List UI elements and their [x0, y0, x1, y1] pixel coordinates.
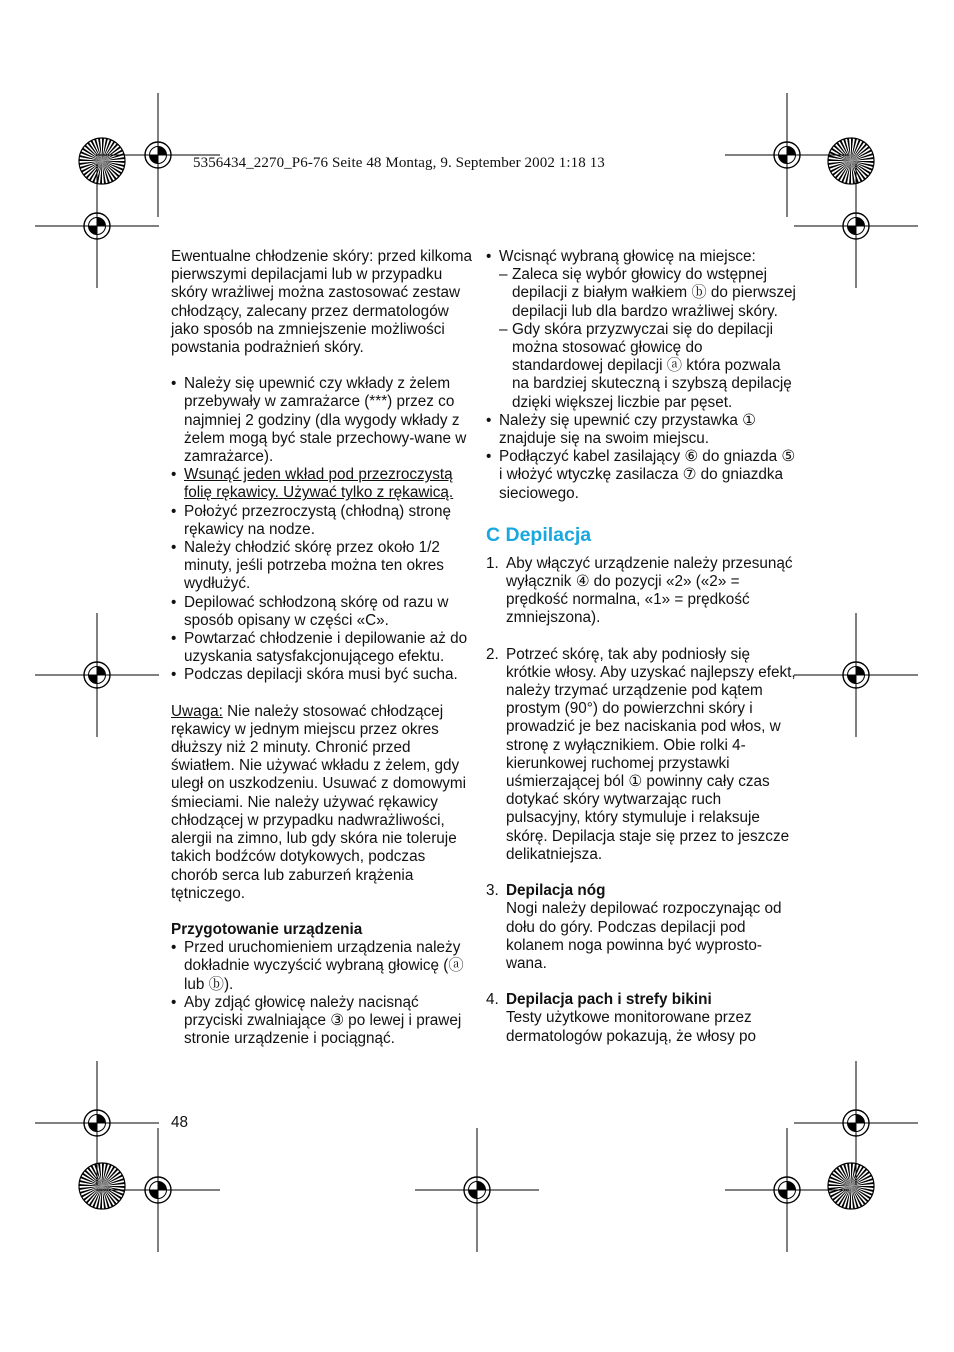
starburst-bottom-right	[828, 1163, 874, 1209]
note-text: Nie należy stosować chłodzącej rękawicy w jednym miejscu przez okres dłuższy niż 2 minuty. Chronić przed światłem. Nie używać wkładu z żelem, gdy uległ on uszkodzeniu. Usuwać z domowymi śmieciami. Nie należy używać rękawicy chłodzącej w przypadku nadwrażliwości, alergii na zimno, lub gdy skóra nie toleruje takich bodźców dotykowych, podczas chorób serca lub zaburzeń krążenia tętniczego.	[171, 702, 467, 902]
list-item: • Wsunąć jeden wkład pod przezroczystą folię rękawicy. Używać tylko z rękawicą.	[171, 466, 476, 502]
list-item: • Powtarzać chłodzenie i depilowanie aż do uzyskania satysfakcjonującego efektu.	[171, 630, 476, 666]
registration-mark-bottom-left-a	[35, 1061, 159, 1185]
item-text: Testy użytkowe monitorowane przez dermatologów pokazują, że włosy po	[506, 1009, 756, 1045]
print-slug-header: 5356434_2270_P6-76 Seite 48 Montag, 9. September 2002 1:18 13	[193, 155, 605, 171]
preparation-heading: Przygotowanie urządzenia	[171, 920, 363, 938]
starburst-top-left	[79, 138, 125, 184]
item-title: Depilacja nóg	[506, 882, 606, 900]
list-item: • Położyć przezroczystą (chłodną) stronę rękawicy na nodze.	[171, 503, 476, 539]
item-title: Depilacja pach i strefy bikini	[506, 991, 712, 1009]
registration-mark-mid-right	[794, 613, 918, 737]
registration-mark-bottom-center	[415, 1128, 539, 1252]
item-number: 1.	[486, 554, 499, 572]
list-item: • Aby zdjąć głowicę należy nacisnąć przyciski zwalniające ③ po lewej i prawej stronie urządzenie i pociągnąć.	[171, 994, 476, 1049]
note-label: Uwaga:	[171, 702, 223, 720]
item-text: Aby włączyć urządzenie należy przesunąć wyłącznik ④ do pozycji «2» («2» = prędkość normalna, «1» = prędkość zmniejszona).	[506, 554, 793, 627]
registration-mark-top-right-a	[725, 93, 849, 217]
note-paragraph	[171, 703, 476, 903]
numbered-item-2	[486, 646, 796, 864]
list-item: • Należy chłodzić skórę przez około 1/2 minuty, jeśli potrzeba można ten okres wydłużyć.	[171, 539, 476, 594]
numbered-item-3	[486, 882, 796, 973]
dash-item: – Zaleca się wybór głowicy do wstępnej depilacji z białym wałkiem ⓑ do pierwszej depilacji lub dla bardzo wrażliwej skóry.	[486, 266, 796, 321]
section-title: C Depilacja	[486, 523, 592, 546]
item-number: 4.	[486, 991, 499, 1009]
intro-paragraph: Ewentualne chłodzenie skóry: przed kilkoma pierwszymi depilacjami lub w przypadku skóry wrażliwej można zastosować zestaw chłodzący, zalecany przez dermatologów jako sposób na zmniejszenie możliwości powstania podrażnień skóry.	[171, 248, 472, 357]
item-text: Nogi należy depilować rozpoczynając od dołu do góry. Podczas depilacji pod kolanem noga powinna być wyprosto-wana.	[506, 900, 782, 972]
item-number: 2.	[486, 645, 499, 663]
starburst-top-right	[828, 138, 874, 184]
registration-mark-bottom-right-a	[725, 1128, 849, 1252]
left-column	[171, 248, 476, 1048]
list-item: • Depilować schłodzoną skórę od razu w sposób opisany w części «C».	[171, 594, 476, 630]
list-item: • Przed uruchomieniem urządzenia należy dokładnie wyczyścić wybraną głowicę (ⓐ lub ⓑ).	[171, 939, 476, 994]
numbered-item-4	[486, 991, 796, 1046]
list-item: • Podczas depilacji skóra musi być sucha.	[171, 666, 476, 684]
list-item: • Wcisnąć wybraną głowicę na miejsce:	[486, 248, 796, 266]
numbered-item-1	[486, 555, 796, 628]
page-number: 48	[171, 1114, 189, 1131]
registration-mark-top-right-b	[794, 164, 918, 288]
registration-mark-mid-left	[35, 613, 159, 737]
starburst-bottom-left	[79, 1163, 125, 1209]
list-item: • Należy się upewnić czy przystawka ① znajduje się na swoim miejscu.	[486, 412, 796, 448]
list-item: • Należy się upewnić czy wkłady z żelem przebywały w zamrażarce (***) przez co najmniej 2 godziny (dla wygody wkłady z żelem mogą być stale przechowy-wane w zamrażarce).	[171, 375, 476, 466]
dash-item: – Gdy skóra przyzwyczai się do depilacji można stosować głowicę do standardowej depilacji ⓐ która pozwala na bardziej skuteczną i szybszą depilację dzięki większej liczbie par pęset.	[486, 321, 796, 412]
cooling-bullet-list	[171, 375, 476, 684]
right-column	[486, 248, 796, 1046]
list-item: • Podłączyć kabel zasilający ⑥ do gniazda ⑤ i włożyć wtyczkę zasilacza ⑦ do gniazdka sieciowego.	[486, 448, 796, 503]
registration-mark-bottom-left-b	[96, 1128, 220, 1252]
item-number: 3.	[486, 882, 499, 900]
item-text: Potrzeć skórę, tak aby podniosły się krótkie włosy. Aby uzyskać najlepszy efekt, należy trzymać urządzenie pod kątem prostym (90°) do powierzchni skóry i prowadzić je bez naciskania pod włos, w stronę z wyłącznikiem. Obie rolki 4-kierunkowej ruchomej przystawki uśmierzającej ból ① powinny cały czas dotykać skóry wytwarzając ruch pulsacyjny, który stymuluje i relaksuje skórę. Depilacja staje się przez to jeszcze delikatniejsza.	[506, 645, 796, 863]
